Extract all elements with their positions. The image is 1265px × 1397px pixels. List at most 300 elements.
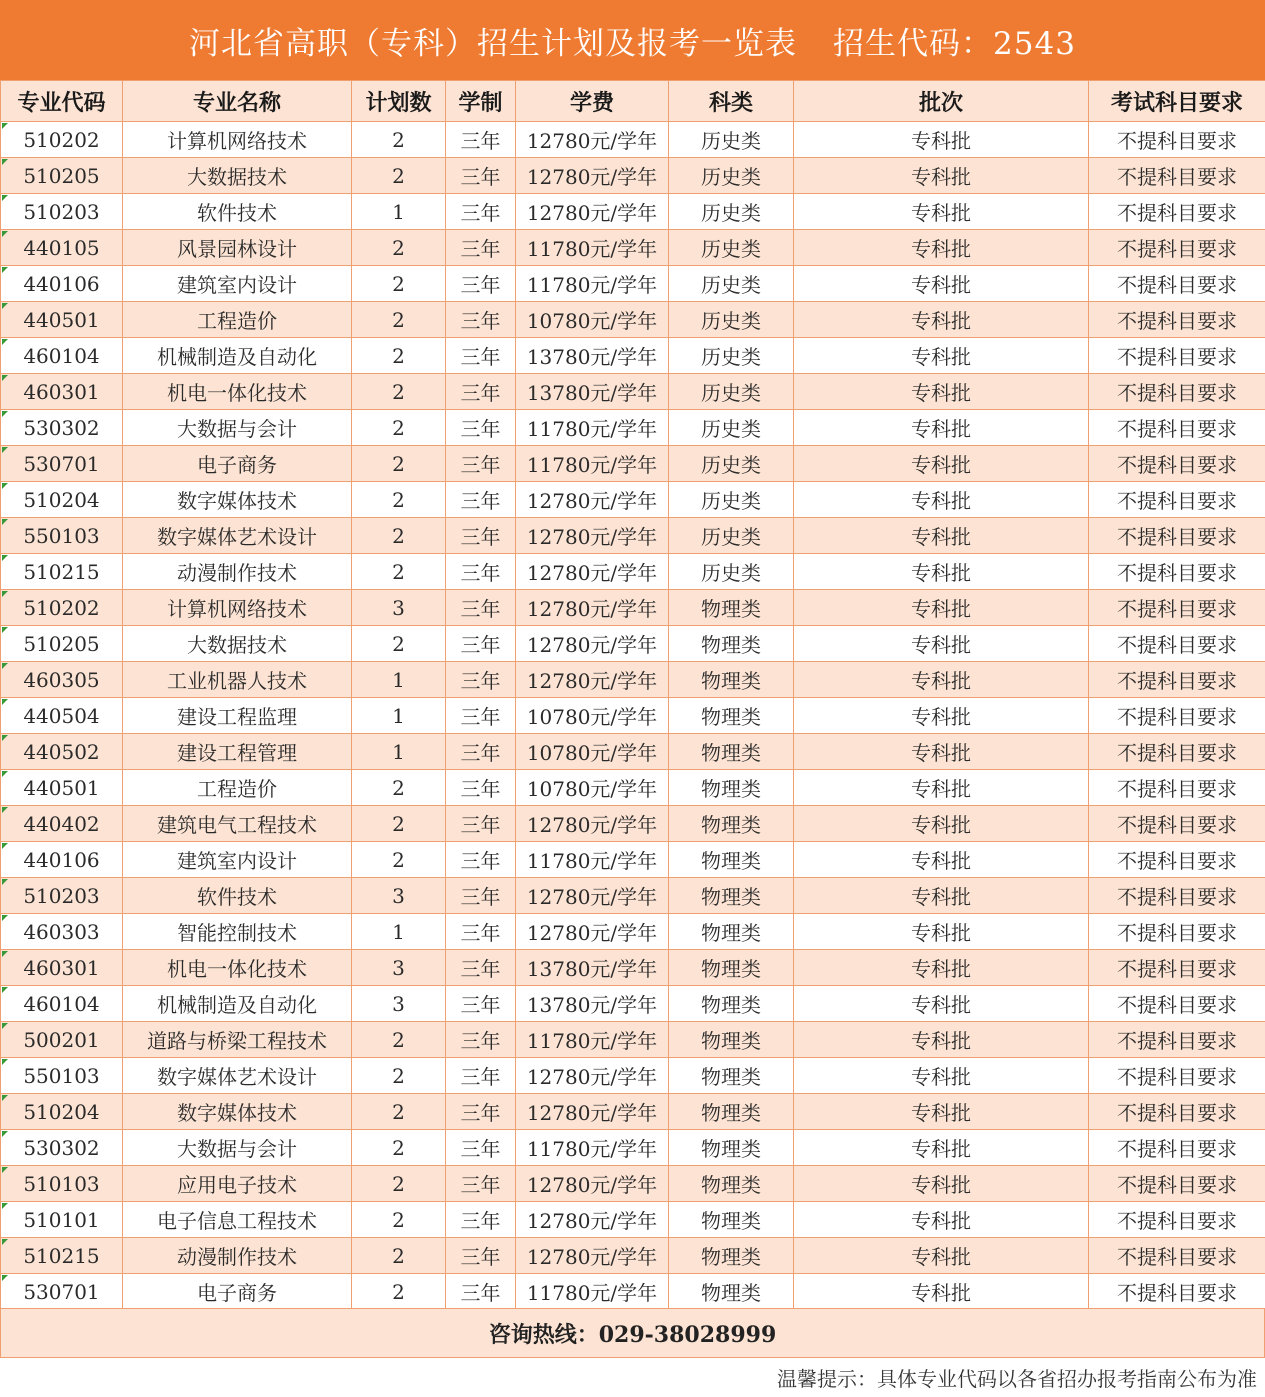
cell-tuition: 10780元/学年 <box>516 302 669 338</box>
table-row <box>1 410 1265 446</box>
cell-batch: 专科批 <box>794 1094 1089 1130</box>
cell-exam-requirement: 不提科目要求 <box>1089 734 1265 770</box>
cell-plan-count: 3 <box>352 590 446 626</box>
cell-tuition: 10780元/学年 <box>516 770 669 806</box>
cell-subject-category: 历史类 <box>669 338 794 374</box>
table-row <box>1 770 1265 806</box>
cell-batch: 专科批 <box>794 1238 1089 1274</box>
cell-marker-icon <box>2 627 8 633</box>
cell-major-name: 工业机器人技术 <box>123 662 352 698</box>
cell-plan-count: 2 <box>352 1238 446 1274</box>
cell-major-code <box>1 662 123 698</box>
cell-plan-count: 2 <box>352 626 446 662</box>
cell-subject-category: 物理类 <box>669 734 794 770</box>
cell-tuition: 12780元/学年 <box>516 590 669 626</box>
cell-batch: 专科批 <box>794 1166 1089 1202</box>
cell-major-name: 电子商务 <box>123 1274 352 1310</box>
table-row <box>1 1022 1265 1058</box>
table-row <box>1 698 1265 734</box>
cell-tuition: 12780元/学年 <box>516 158 669 194</box>
major-code-text: 460303 <box>23 919 100 944</box>
cell-batch: 专科批 <box>794 986 1089 1022</box>
cell-plan-count: 2 <box>352 1202 446 1238</box>
cell-duration: 三年 <box>446 1094 516 1130</box>
cell-marker-icon <box>2 483 8 489</box>
cell-duration: 三年 <box>446 842 516 878</box>
cell-batch: 专科批 <box>794 878 1089 914</box>
cell-major-code <box>1 482 123 518</box>
cell-subject-category: 历史类 <box>669 518 794 554</box>
cell-tuition: 12780元/学年 <box>516 482 669 518</box>
cell-subject-category: 物理类 <box>669 842 794 878</box>
major-code-text: 550103 <box>23 523 100 548</box>
cell-major-code <box>1 1094 123 1130</box>
cell-duration: 三年 <box>446 338 516 374</box>
cell-major-code <box>1 338 123 374</box>
cell-tuition: 11780元/学年 <box>516 1274 669 1310</box>
table-row <box>1 194 1265 230</box>
cell-duration: 三年 <box>446 374 516 410</box>
cell-duration: 三年 <box>446 950 516 986</box>
cell-plan-count: 1 <box>352 194 446 230</box>
cell-exam-requirement: 不提科目要求 <box>1089 122 1265 158</box>
cell-duration: 三年 <box>446 914 516 950</box>
cell-subject-category: 物理类 <box>669 878 794 914</box>
cell-marker-icon <box>2 987 8 993</box>
cell-exam-requirement: 不提科目要求 <box>1089 842 1265 878</box>
cell-tuition: 10780元/学年 <box>516 698 669 734</box>
cell-duration: 三年 <box>446 662 516 698</box>
major-code-text: 510203 <box>23 883 100 908</box>
cell-major-code <box>1 1274 123 1310</box>
table-row <box>1 482 1265 518</box>
major-code-text: 440402 <box>23 811 100 836</box>
table-row <box>1 1130 1265 1166</box>
table-row <box>1 158 1265 194</box>
cell-batch: 专科批 <box>794 626 1089 662</box>
cell-duration: 三年 <box>446 554 516 590</box>
cell-batch: 专科批 <box>794 950 1089 986</box>
cell-exam-requirement: 不提科目要求 <box>1089 410 1265 446</box>
col-header-major-code: 专业代码 <box>1 81 123 122</box>
cell-subject-category: 物理类 <box>669 914 794 950</box>
table-row <box>1 842 1265 878</box>
cell-marker-icon <box>2 771 8 777</box>
cell-plan-count: 2 <box>352 482 446 518</box>
cell-tuition: 12780元/学年 <box>516 122 669 158</box>
cell-marker-icon <box>2 735 8 741</box>
cell-plan-count: 2 <box>352 1022 446 1058</box>
major-code-text: 510103 <box>23 1171 100 1196</box>
cell-exam-requirement: 不提科目要求 <box>1089 518 1265 554</box>
cell-subject-category: 物理类 <box>669 1274 794 1310</box>
major-code-text: 510203 <box>23 199 100 224</box>
cell-plan-count: 2 <box>352 158 446 194</box>
cell-major-name: 软件技术 <box>123 878 352 914</box>
cell-tuition: 11780元/学年 <box>516 230 669 266</box>
cell-exam-requirement: 不提科目要求 <box>1089 878 1265 914</box>
cell-tuition: 13780元/学年 <box>516 374 669 410</box>
cell-tuition: 10780元/学年 <box>516 734 669 770</box>
cell-duration: 三年 <box>446 518 516 554</box>
cell-batch: 专科批 <box>794 122 1089 158</box>
cell-major-name: 风景园林设计 <box>123 230 352 266</box>
cell-subject-category: 历史类 <box>669 554 794 590</box>
major-code-text: 440501 <box>23 775 100 800</box>
cell-duration: 三年 <box>446 734 516 770</box>
cell-tuition: 12780元/学年 <box>516 878 669 914</box>
cell-tuition: 12780元/学年 <box>516 518 669 554</box>
major-code-text: 440106 <box>23 271 100 296</box>
cell-subject-category: 历史类 <box>669 482 794 518</box>
cell-marker-icon <box>2 231 8 237</box>
table-row <box>1 230 1265 266</box>
cell-tuition: 11780元/学年 <box>516 266 669 302</box>
cell-plan-count: 2 <box>352 1094 446 1130</box>
cell-duration: 三年 <box>446 1022 516 1058</box>
cell-batch: 专科批 <box>794 482 1089 518</box>
cell-major-code <box>1 770 123 806</box>
cell-exam-requirement: 不提科目要求 <box>1089 1058 1265 1094</box>
cell-exam-requirement: 不提科目要求 <box>1089 770 1265 806</box>
page-title: 河北省高职（专科）招生计划及报考一览表 <box>189 25 798 62</box>
cell-plan-count: 1 <box>352 734 446 770</box>
cell-exam-requirement: 不提科目要求 <box>1089 194 1265 230</box>
cell-batch: 专科批 <box>794 554 1089 590</box>
cell-major-name: 计算机网络技术 <box>123 590 352 626</box>
major-code-text: 530701 <box>23 1279 100 1304</box>
table-row <box>1 122 1265 158</box>
table-row <box>1 446 1265 482</box>
major-code-text: 530302 <box>23 1135 100 1160</box>
cell-duration: 三年 <box>446 626 516 662</box>
cell-subject-category: 物理类 <box>669 1130 794 1166</box>
cell-major-code <box>1 1166 123 1202</box>
major-code-text: 510202 <box>23 127 100 152</box>
cell-major-code <box>1 410 123 446</box>
cell-major-name: 软件技术 <box>123 194 352 230</box>
major-code-text: 530302 <box>23 415 100 440</box>
table-row <box>1 986 1265 1022</box>
cell-exam-requirement: 不提科目要求 <box>1089 302 1265 338</box>
cell-subject-category: 物理类 <box>669 1094 794 1130</box>
cell-duration: 三年 <box>446 194 516 230</box>
cell-batch: 专科批 <box>794 1022 1089 1058</box>
cell-subject-category: 物理类 <box>669 698 794 734</box>
cell-duration: 三年 <box>446 1058 516 1094</box>
col-header-major-name: 专业名称 <box>123 81 352 122</box>
cell-tuition: 12780元/学年 <box>516 1058 669 1094</box>
cell-batch: 专科批 <box>794 302 1089 338</box>
table-row <box>1 1094 1265 1130</box>
cell-major-code <box>1 374 123 410</box>
cell-batch: 专科批 <box>794 698 1089 734</box>
cell-marker-icon <box>2 159 8 165</box>
cell-major-code <box>1 842 123 878</box>
cell-plan-count: 2 <box>352 230 446 266</box>
cell-plan-count: 2 <box>352 1274 446 1310</box>
cell-marker-icon <box>2 195 8 201</box>
cell-plan-count: 2 <box>352 770 446 806</box>
cell-exam-requirement: 不提科目要求 <box>1089 590 1265 626</box>
table-row <box>1 518 1265 554</box>
cell-tuition: 12780元/学年 <box>516 806 669 842</box>
major-code-text: 510205 <box>23 163 100 188</box>
cell-plan-count: 3 <box>352 986 446 1022</box>
table-row <box>1 914 1265 950</box>
cell-tuition: 12780元/学年 <box>516 626 669 662</box>
cell-subject-category: 物理类 <box>669 1166 794 1202</box>
table-row <box>1 878 1265 914</box>
cell-major-name: 数字媒体技术 <box>123 1094 352 1130</box>
cell-marker-icon <box>2 699 8 705</box>
cell-exam-requirement: 不提科目要求 <box>1089 554 1265 590</box>
cell-duration: 三年 <box>446 1274 516 1310</box>
cell-subject-category: 历史类 <box>669 374 794 410</box>
cell-exam-requirement: 不提科目要求 <box>1089 806 1265 842</box>
table-body <box>1 122 1265 1310</box>
major-code-text: 510202 <box>23 595 100 620</box>
cell-subject-category: 物理类 <box>669 950 794 986</box>
cell-subject-category: 物理类 <box>669 986 794 1022</box>
cell-major-name: 建设工程管理 <box>123 734 352 770</box>
cell-plan-count: 3 <box>352 878 446 914</box>
cell-major-name: 计算机网络技术 <box>123 122 352 158</box>
major-code-text: 440501 <box>23 307 100 332</box>
col-header-duration: 学制 <box>446 81 516 122</box>
cell-major-name: 机械制造及自动化 <box>123 986 352 1022</box>
cell-major-name: 道路与桥梁工程技术 <box>123 1022 352 1058</box>
cell-marker-icon <box>2 807 8 813</box>
cell-major-code <box>1 698 123 734</box>
cell-tuition: 13780元/学年 <box>516 338 669 374</box>
cell-tuition: 12780元/学年 <box>516 1238 669 1274</box>
cell-tuition: 12780元/学年 <box>516 554 669 590</box>
table-row <box>1 266 1265 302</box>
cell-batch: 专科批 <box>794 1130 1089 1166</box>
cell-exam-requirement: 不提科目要求 <box>1089 950 1265 986</box>
cell-exam-requirement: 不提科目要求 <box>1089 986 1265 1022</box>
table-row <box>1 734 1265 770</box>
table-row <box>1 1238 1265 1274</box>
cell-duration: 三年 <box>446 410 516 446</box>
cell-major-code <box>1 446 123 482</box>
cell-exam-requirement: 不提科目要求 <box>1089 158 1265 194</box>
cell-exam-requirement: 不提科目要求 <box>1089 1202 1265 1238</box>
cell-marker-icon <box>2 951 8 957</box>
col-header-subject-category: 科类 <box>669 81 794 122</box>
major-code-text: 460104 <box>23 343 100 368</box>
cell-exam-requirement: 不提科目要求 <box>1089 626 1265 662</box>
cell-duration: 三年 <box>446 266 516 302</box>
major-code-text: 460301 <box>23 379 100 404</box>
cell-batch: 专科批 <box>794 1274 1089 1310</box>
major-code-text: 440502 <box>23 739 100 764</box>
cell-subject-category: 历史类 <box>669 158 794 194</box>
cell-batch: 专科批 <box>794 518 1089 554</box>
cell-duration: 三年 <box>446 1166 516 1202</box>
table-row <box>1 950 1265 986</box>
cell-marker-icon <box>2 267 8 273</box>
cell-plan-count: 2 <box>352 842 446 878</box>
cell-duration: 三年 <box>446 158 516 194</box>
cell-marker-icon <box>2 519 8 525</box>
cell-subject-category: 历史类 <box>669 446 794 482</box>
cell-subject-category: 历史类 <box>669 122 794 158</box>
cell-subject-category: 物理类 <box>669 1022 794 1058</box>
major-code-text: 510204 <box>23 487 100 512</box>
cell-batch: 专科批 <box>794 806 1089 842</box>
cell-plan-count: 2 <box>352 1058 446 1094</box>
major-code-text: 510205 <box>23 631 100 656</box>
cell-plan-count: 1 <box>352 662 446 698</box>
table-row <box>1 338 1265 374</box>
cell-duration: 三年 <box>446 590 516 626</box>
cell-batch: 专科批 <box>794 914 1089 950</box>
cell-marker-icon <box>2 1239 8 1245</box>
cell-batch: 专科批 <box>794 1058 1089 1094</box>
cell-marker-icon <box>2 123 8 129</box>
cell-exam-requirement: 不提科目要求 <box>1089 1130 1265 1166</box>
cell-marker-icon <box>2 1095 8 1101</box>
table-row <box>1 662 1265 698</box>
cell-marker-icon <box>2 303 8 309</box>
cell-major-code <box>1 590 123 626</box>
cell-batch: 专科批 <box>794 158 1089 194</box>
cell-marker-icon <box>2 915 8 921</box>
cell-exam-requirement: 不提科目要求 <box>1089 914 1265 950</box>
enrollment-plan-table <box>0 80 1265 1310</box>
cell-subject-category: 历史类 <box>669 410 794 446</box>
consult-hotline: 咨询热线：029-38028999 <box>0 1308 1265 1358</box>
cell-subject-category: 物理类 <box>669 1058 794 1094</box>
cell-marker-icon <box>2 663 8 669</box>
cell-major-name: 工程造价 <box>123 770 352 806</box>
cell-tuition: 11780元/学年 <box>516 446 669 482</box>
cell-major-code <box>1 914 123 950</box>
cell-tuition: 12780元/学年 <box>516 914 669 950</box>
reminder-note: 温馨提示：具体专业代码以各省招办报考指南公布为准 <box>0 1358 1263 1396</box>
cell-plan-count: 2 <box>352 302 446 338</box>
cell-duration: 三年 <box>446 302 516 338</box>
cell-major-code <box>1 230 123 266</box>
cell-exam-requirement: 不提科目要求 <box>1089 482 1265 518</box>
cell-tuition: 12780元/学年 <box>516 1166 669 1202</box>
cell-plan-count: 2 <box>352 374 446 410</box>
cell-tuition: 13780元/学年 <box>516 950 669 986</box>
cell-major-code <box>1 158 123 194</box>
cell-marker-icon <box>2 591 8 597</box>
cell-subject-category: 物理类 <box>669 806 794 842</box>
cell-subject-category: 物理类 <box>669 662 794 698</box>
cell-duration: 三年 <box>446 482 516 518</box>
cell-major-name: 电子商务 <box>123 446 352 482</box>
cell-tuition: 12780元/学年 <box>516 1094 669 1130</box>
cell-duration: 三年 <box>446 1238 516 1274</box>
cell-major-name: 大数据与会计 <box>123 410 352 446</box>
cell-duration: 三年 <box>446 1130 516 1166</box>
cell-duration: 三年 <box>446 230 516 266</box>
cell-plan-count: 2 <box>352 806 446 842</box>
cell-major-name: 建筑室内设计 <box>123 842 352 878</box>
cell-duration: 三年 <box>446 986 516 1022</box>
cell-plan-count: 2 <box>352 410 446 446</box>
cell-subject-category: 历史类 <box>669 302 794 338</box>
cell-duration: 三年 <box>446 806 516 842</box>
cell-plan-count: 1 <box>352 698 446 734</box>
table-row <box>1 590 1265 626</box>
table-row <box>1 1202 1265 1238</box>
cell-major-name: 应用电子技术 <box>123 1166 352 1202</box>
cell-major-name: 动漫制作技术 <box>123 1238 352 1274</box>
cell-marker-icon <box>2 1023 8 1029</box>
col-header-plan-count: 计划数 <box>352 81 446 122</box>
cell-tuition: 11780元/学年 <box>516 1130 669 1166</box>
cell-major-code <box>1 950 123 986</box>
cell-tuition: 12780元/学年 <box>516 194 669 230</box>
cell-subject-category: 物理类 <box>669 1202 794 1238</box>
cell-major-code <box>1 1022 123 1058</box>
cell-batch: 专科批 <box>794 842 1089 878</box>
cell-batch: 专科批 <box>794 770 1089 806</box>
col-header-exam-requirement: 考试科目要求 <box>1089 81 1265 122</box>
cell-marker-icon <box>2 1131 8 1137</box>
cell-subject-category: 历史类 <box>669 194 794 230</box>
cell-exam-requirement: 不提科目要求 <box>1089 338 1265 374</box>
cell-plan-count: 2 <box>352 266 446 302</box>
cell-batch: 专科批 <box>794 1202 1089 1238</box>
cell-tuition: 11780元/学年 <box>516 842 669 878</box>
cell-exam-requirement: 不提科目要求 <box>1089 1022 1265 1058</box>
cell-plan-count: 2 <box>352 1130 446 1166</box>
cell-exam-requirement: 不提科目要求 <box>1089 266 1265 302</box>
major-code-text: 530701 <box>23 451 100 476</box>
cell-major-name: 工程造价 <box>123 302 352 338</box>
cell-major-code <box>1 1130 123 1166</box>
cell-subject-category: 物理类 <box>669 770 794 806</box>
cell-major-name: 机械制造及自动化 <box>123 338 352 374</box>
table-row <box>1 302 1265 338</box>
cell-major-name: 电子信息工程技术 <box>123 1202 352 1238</box>
cell-major-code <box>1 302 123 338</box>
cell-major-code <box>1 194 123 230</box>
cell-major-code <box>1 122 123 158</box>
cell-batch: 专科批 <box>794 734 1089 770</box>
cell-major-code <box>1 554 123 590</box>
cell-subject-category: 物理类 <box>669 626 794 662</box>
cell-marker-icon <box>2 843 8 849</box>
cell-batch: 专科批 <box>794 662 1089 698</box>
cell-batch: 专科批 <box>794 266 1089 302</box>
cell-major-name: 大数据技术 <box>123 626 352 662</box>
table-row <box>1 1274 1265 1310</box>
cell-plan-count: 2 <box>352 446 446 482</box>
cell-exam-requirement: 不提科目要求 <box>1089 1166 1265 1202</box>
cell-major-code <box>1 1058 123 1094</box>
cell-plan-count: 1 <box>352 914 446 950</box>
major-code-text: 460305 <box>23 667 100 692</box>
cell-exam-requirement: 不提科目要求 <box>1089 662 1265 698</box>
major-code-text: 440504 <box>23 703 100 728</box>
cell-marker-icon <box>2 1059 8 1065</box>
cell-batch: 专科批 <box>794 446 1089 482</box>
major-code-text: 510215 <box>23 559 100 584</box>
cell-exam-requirement: 不提科目要求 <box>1089 1238 1265 1274</box>
cell-duration: 三年 <box>446 878 516 914</box>
major-code-text: 510215 <box>23 1243 100 1268</box>
cell-marker-icon <box>2 555 8 561</box>
cell-major-code <box>1 266 123 302</box>
